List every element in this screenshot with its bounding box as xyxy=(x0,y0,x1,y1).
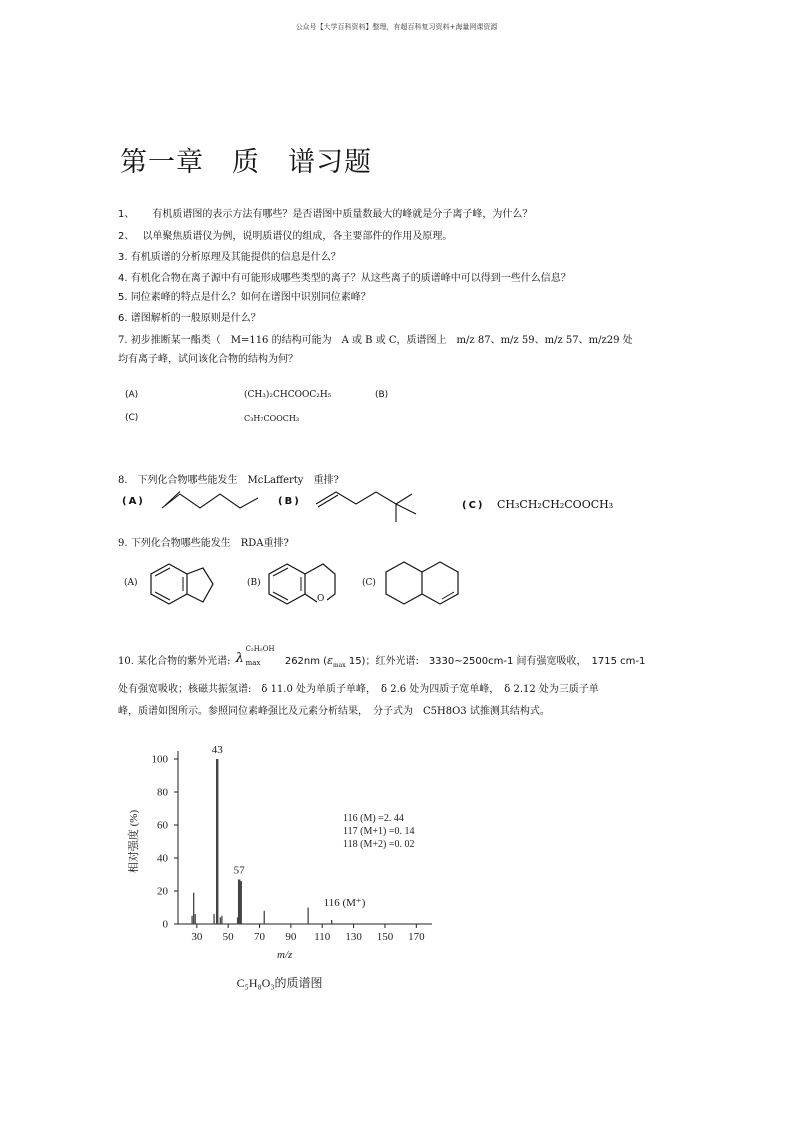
mclafferty-compound-a xyxy=(160,488,280,512)
spectrum-peak xyxy=(331,920,332,924)
y-tick-label: 20 xyxy=(157,885,168,898)
lambda-glyph: λ xyxy=(235,650,244,666)
uv-wavelength: 262nm ( xyxy=(284,656,328,667)
watermark: 公众号【大学百科资料】整理，有超百科复习资料+海量网课资源 xyxy=(295,23,498,31)
mclafferty-compound-b xyxy=(312,486,422,526)
spectrum-peak xyxy=(195,914,196,924)
spectrum-peak xyxy=(220,917,221,924)
x-tick-label: 110 xyxy=(314,931,331,943)
x-tick-label: 150 xyxy=(376,931,394,943)
x-tick-label: 50 xyxy=(222,931,234,943)
y-axis-label: 相对强度 (%) xyxy=(128,809,140,874)
octahydronaphthalene-structure xyxy=(384,556,464,612)
isotope-ratio-line: 116 (M) =2. 44 xyxy=(343,813,404,824)
question-6 xyxy=(118,309,261,324)
option-b-label: (B) xyxy=(375,390,389,400)
indane-structure xyxy=(145,558,220,613)
question-2 xyxy=(118,227,452,242)
spectrum-peak xyxy=(221,916,222,924)
rda-label-a: (A) xyxy=(124,578,138,588)
ir-description: 15)；红外光谱: 3330~2500cm-1 间有强宽吸收， 1715 cm-1 xyxy=(348,656,646,667)
question-text: 以单聚焦质谱仪为例，说明质谱仪的组成，各主要部件的作用及原理。 xyxy=(142,231,453,242)
rda-label-c: (C) xyxy=(362,578,376,588)
spectrum-peak xyxy=(191,916,192,924)
x-tick-label: 30 xyxy=(191,931,203,943)
y-tick-label: 0 xyxy=(162,918,168,931)
question-number: 6. xyxy=(118,313,128,324)
question-8: 8. 下列化合物哪些能发生 McLafferty 重排? xyxy=(118,475,339,486)
question-10-line-3: 峰，质谱如图所示。参照同位素峰强比及元素分析结果， 分子式为 C5H8O3 试推测其结构式。 xyxy=(118,706,550,717)
mc-label-c: (C) xyxy=(462,500,485,511)
chart-caption: C₅H₈O₃的质谱图 xyxy=(236,976,323,990)
spectrum-peak xyxy=(264,911,265,924)
question-number: 2、 xyxy=(118,231,135,242)
peak-label: 43 xyxy=(211,744,223,756)
lambda-subscript: max xyxy=(245,658,261,667)
chromane-structure xyxy=(265,558,340,613)
question-10-line-1 xyxy=(118,644,646,669)
ring-oxygen: O xyxy=(317,594,325,604)
spectrum-peak xyxy=(307,908,308,925)
question-9: 9. 下列化合物哪些能发生 RDA重排? xyxy=(118,538,289,549)
question-text: 谱图解析的一般原则是什么？ xyxy=(130,313,261,324)
lambda-max-symbol xyxy=(234,644,282,668)
x-tick-label: 170 xyxy=(408,931,425,943)
question-7-line-1: 7. 初步推断某一酯类（ M=116 的结构可能为 A 或 B 或 C，质谱图上 m/z 87、m/z 59、m/z 57、m/z29 处 xyxy=(118,335,633,346)
question-1 xyxy=(118,205,532,220)
y-tick-label: 60 xyxy=(157,819,168,832)
isotope-ratio-line: 118 (M+2) =0. 02 xyxy=(343,839,415,850)
question-text: 有机质谱图的表示方法有哪些？是否谱图中质量数最大的峰就是分子离子峰，为什么？ xyxy=(152,209,533,220)
spectrum-peak xyxy=(216,759,218,924)
epsilon-glyph: ε xyxy=(327,654,333,667)
x-tick-label: 70 xyxy=(254,931,266,943)
peak-label: 116 (M⁺) xyxy=(323,896,366,909)
question-text: 有机质谱的分析原理及其能提供的信息是什么？ xyxy=(130,252,341,263)
peak-label: 57 xyxy=(233,864,245,877)
question-number: 5. xyxy=(118,292,128,303)
x-tick-label: 130 xyxy=(345,931,362,943)
question-3 xyxy=(118,248,341,263)
question-5 xyxy=(118,288,371,303)
formula-a: (CH₃)₂CHCOOC₂H₅ xyxy=(244,390,332,400)
formula-c: C₃H₇COOCH₃ xyxy=(244,414,300,423)
question-7-line-2: 均有离子峰，试问该化合物的结构为何？ xyxy=(118,354,298,365)
mc-label-a: (A) xyxy=(122,496,145,507)
question-number: 4. xyxy=(118,273,128,284)
x-axis-label: m/z xyxy=(277,949,293,961)
question-text: 有机化合物在离子源中有可能形成哪些类型的离子？从这些离子的质谱峰中可以得到一些什么信息？ xyxy=(130,273,571,284)
spectrum-peak xyxy=(213,914,214,924)
y-tick-label: 100 xyxy=(151,753,168,766)
spectrum-peak xyxy=(193,893,194,924)
spectrum-peak xyxy=(240,881,242,924)
page-title: 第一章 质 谱习题 xyxy=(120,147,372,178)
question-4 xyxy=(118,269,571,284)
isotope-ratio-line: 117 (M+1) =0. 14 xyxy=(343,826,415,837)
question-number: 3. xyxy=(118,252,128,263)
y-tick-label: 80 xyxy=(157,786,168,799)
question-10-line-2: 处有强宽吸收；核磁共振氢谱: δ 11.0 处为单质子单峰， δ 2.6 处为四质子宽单峰， δ 2.12 处为三质子单 xyxy=(118,684,599,695)
lambda-solvent: C₂H₅OH xyxy=(245,644,275,653)
uv-label: 10. 某化合物的紫外光谱: xyxy=(118,656,231,667)
formula-mc-c: CH₃CH₂CH₂COOCH₃ xyxy=(497,498,614,511)
x-tick-label: 90 xyxy=(285,931,297,943)
mc-label-b: (B) xyxy=(278,496,301,507)
rda-label-b: (B) xyxy=(247,578,261,588)
mass-spectrum-chart xyxy=(115,735,455,995)
y-tick-label: 40 xyxy=(157,852,168,865)
epsilon-subscript: max xyxy=(332,662,346,669)
option-c-label: (C) xyxy=(125,413,139,423)
question-text: 同位素峰的特点是什么？如何在谱图中识别同位素峰？ xyxy=(130,292,371,303)
option-a-label: (A) xyxy=(125,390,139,400)
question-number: 1、 xyxy=(118,209,135,220)
